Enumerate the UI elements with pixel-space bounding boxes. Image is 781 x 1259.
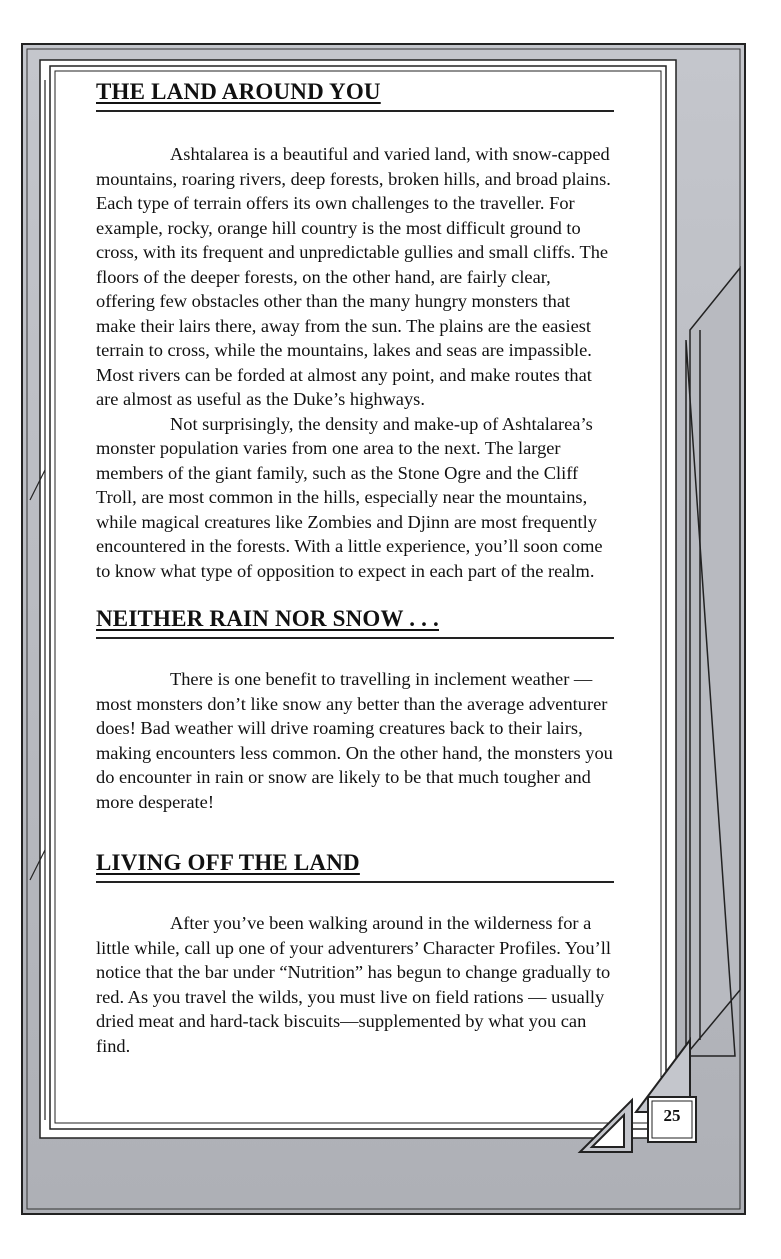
paragraph: Ashtalarea is a beautiful and varied land, with snow-capped mountains, roaring rivers, deep forests, broken hills, and broad plains. Each type of terrain offers its own challenges to the traveller. For example, rocky, orange hill country is the most difficult ground to cross, with its frequent and unpredictable gullies and small cliffs. The floors of the deeper forests, on the other hand, are fairly clear, offering few obstacles other than the many hungry monsters that make their lairs there, away from the sun. The plains are the easiest terrain to cross, while the mountains, lakes and seas are impassible. Most rivers can be forded at almost any point, and make routes that are almost as useful as the Duke’s highways. <box>96 144 611 409</box>
right-ornament <box>686 268 740 1056</box>
section-living-off-the-land <box>96 847 614 1058</box>
section-body <box>96 142 614 583</box>
section-land-around-you <box>96 76 614 583</box>
section-body <box>96 911 614 1058</box>
paragraph: After you’ve been walking around in the wilderness for a little while, call up one of your adventurers’ Character Profiles. You’ll notice that the bar under “Nutrition” has begun to change gradually to red. As you travel the wilds, you must live on field rations — usually dried meat and hard-tack biscuits—supplemented by what you can find. <box>96 913 611 1056</box>
section-body <box>96 667 614 814</box>
section-neither-rain-nor-snow <box>96 603 614 814</box>
section-heading: NEITHER RAIN NOR SNOW . . . <box>96 603 614 639</box>
paragraph: Not surprisingly, the density and make-up of Ashtalarea’s monster population varies from one area to the next. The larger members of the giant family, such as the Stone Ogre and the Cliff Troll, are most common in the hills, especially near the mountains, while magical creatures like Zombies and Djinn are most frequently encountered in the forests. With a little experience, you’ll soon come to know what type of opposition to expect in each part of the realm. <box>96 413 603 581</box>
page-number: 25 <box>663 1106 681 1125</box>
section-heading: THE LAND AROUND YOU <box>96 76 614 112</box>
section-heading: LIVING OFF THE LAND <box>96 847 614 883</box>
paragraph: There is one benefit to travelling in inclement weather — most monsters don’t like snow any better than the average adventurer does! Bad weather will drive roaming creatures back to their lairs, making encounters less common. On the other hand, the monsters you do encounter in rain or snow are likely to be that much tougher and more desperate! <box>96 669 613 812</box>
page-content <box>96 70 614 1058</box>
